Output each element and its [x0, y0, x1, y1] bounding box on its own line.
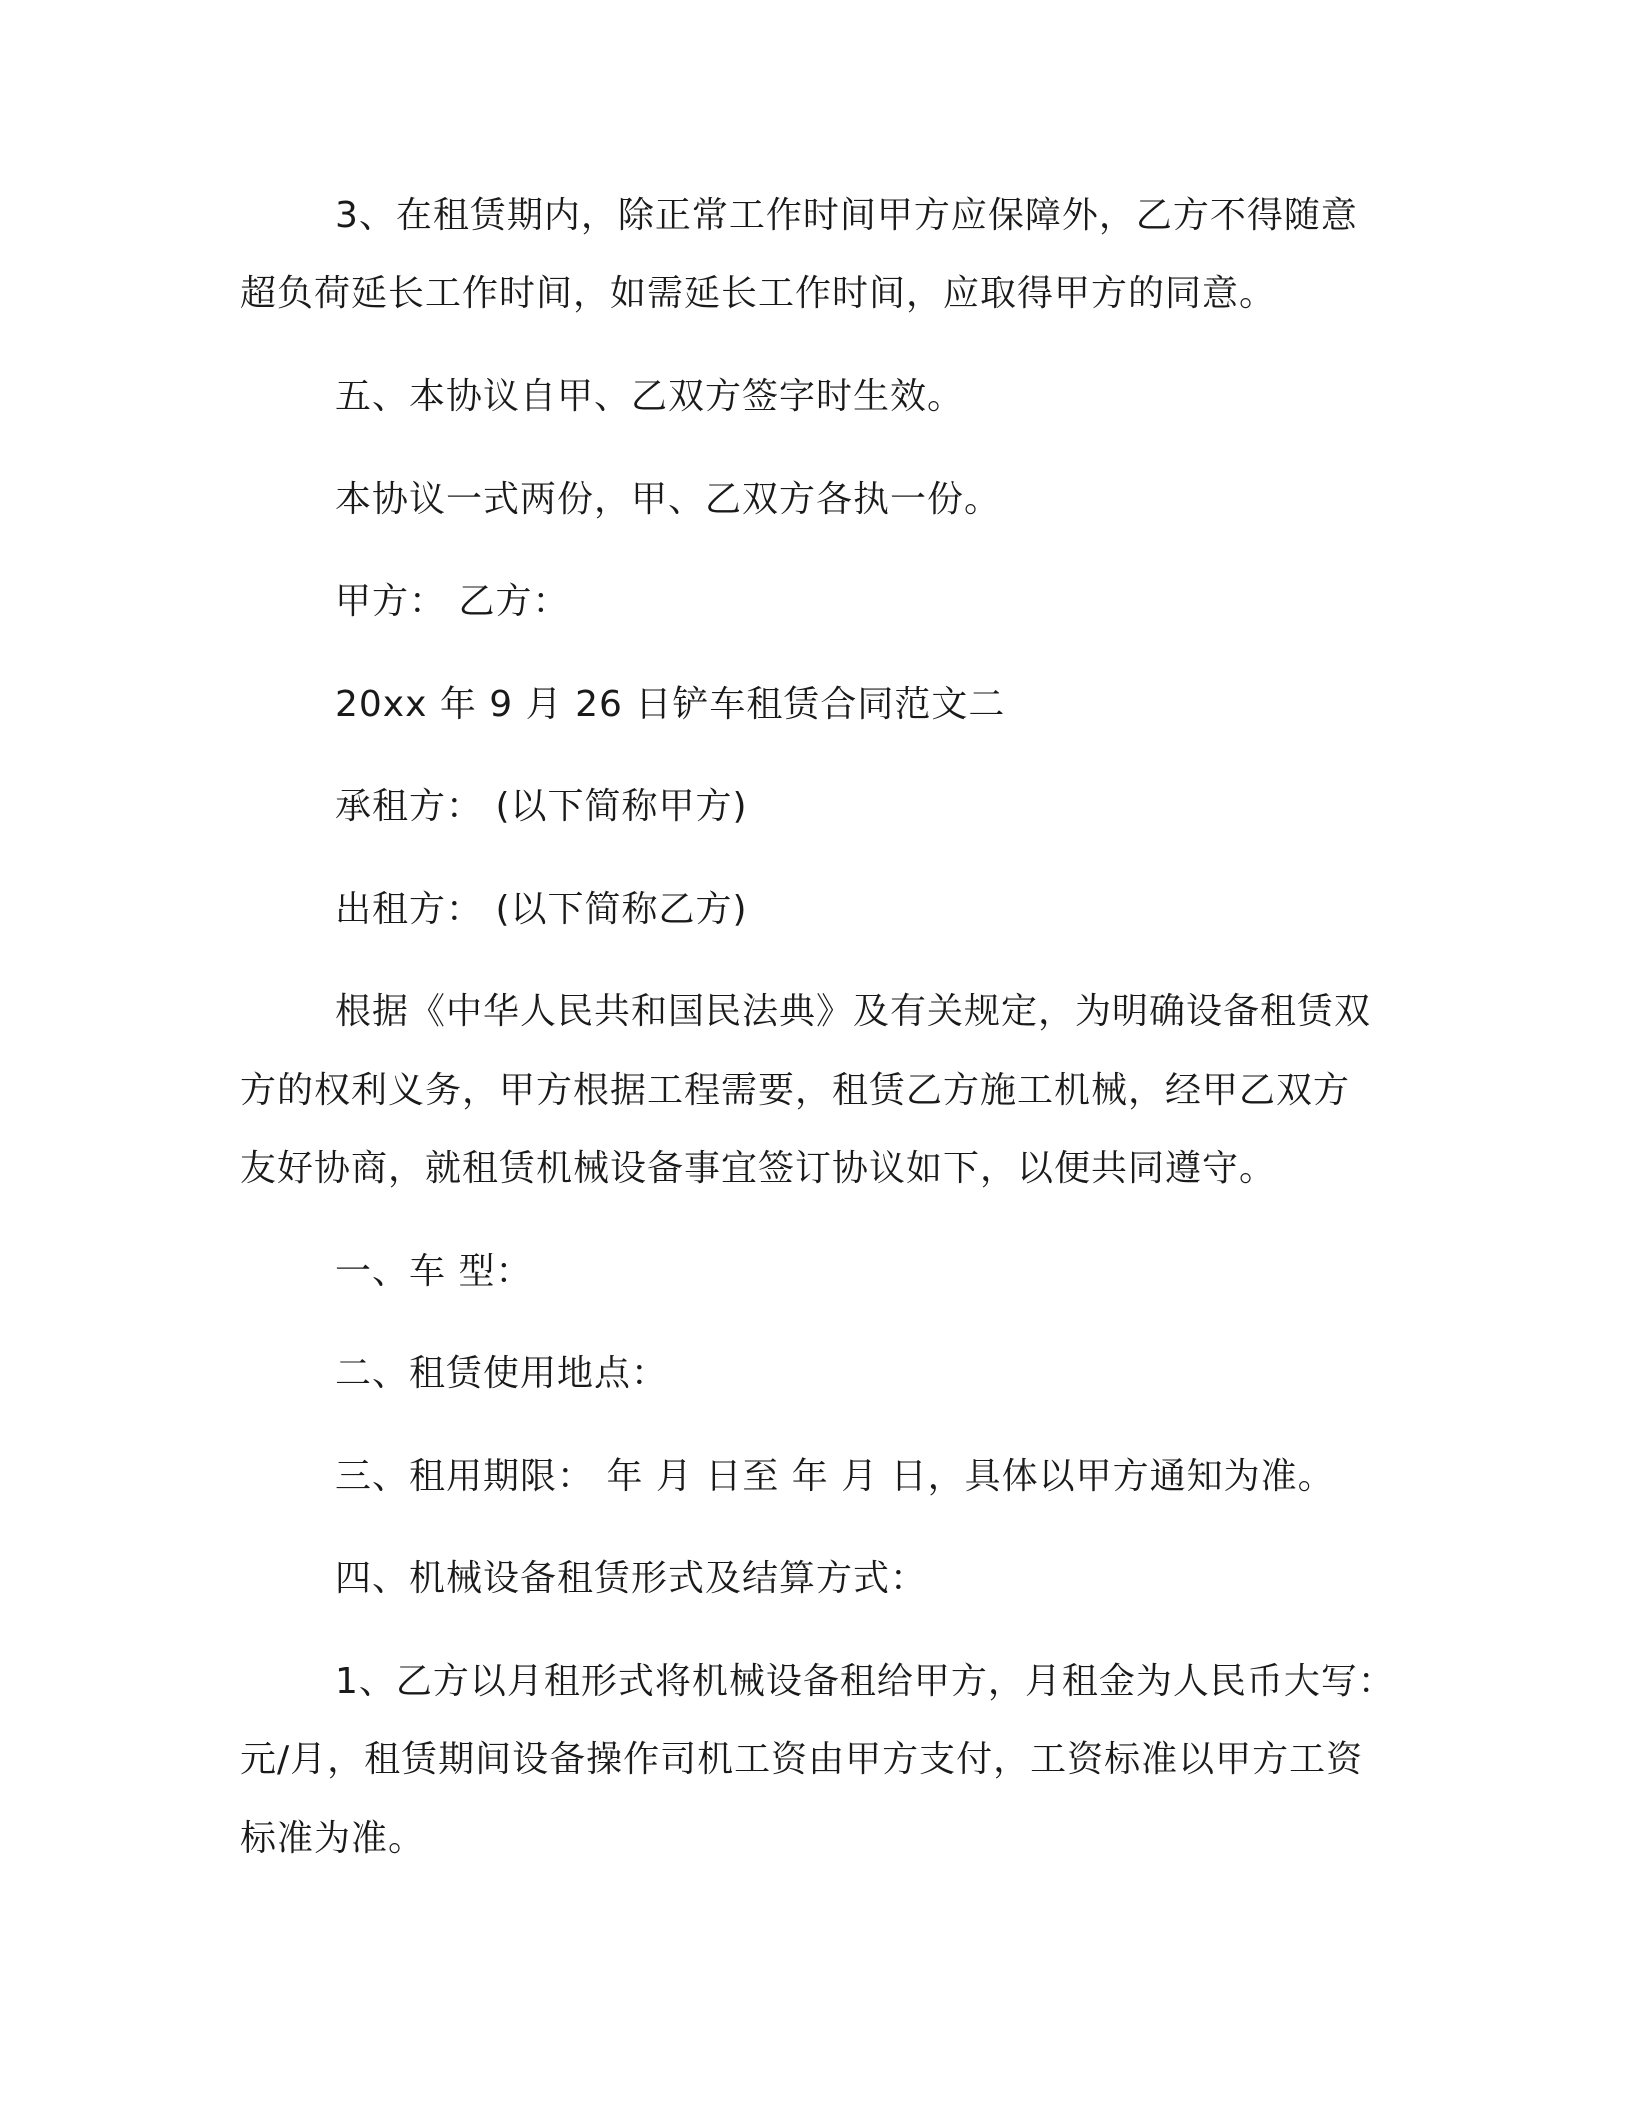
section-2-location: 二、租赁使用地点： — [335, 1353, 669, 1394]
clause-3-line-1: 3、在租赁期内，除正常工作时间甲方应保障外，乙方不得随意 — [335, 195, 1358, 236]
section-1-vehicle-type: 一、车 型： — [335, 1251, 533, 1292]
clause-3-line-2: 超负荷延长工作时间，如需延长工作时间，应取得甲方的同意。 — [240, 273, 1277, 314]
preamble-line-1: 根据《中华人民共和国民法典》及有关规定，为明确设备租赁双 — [335, 991, 1372, 1032]
section-4-item-1-line-3: 标准为准。 — [240, 1818, 426, 1859]
preamble-line-3: 友好协商，就租赁机械设备事宜签订协议如下，以便共同遵守。 — [240, 1148, 1277, 1189]
lessor-line: 出租方： (以下简称乙方) — [335, 889, 748, 930]
copies-statement: 本协议一式两份，甲、乙双方各执一份。 — [335, 479, 1002, 520]
signature-parties: 甲方： 乙方： — [335, 581, 570, 622]
lessee-line: 承租方： (以下简称甲方) — [335, 786, 748, 827]
section-4-item-1-line-2: 元/月，租赁期间设备操作司机工资由甲方支付，工资标准以甲方工资 — [240, 1739, 1364, 1780]
section-4-item-1-line-1: 1、乙方以月租形式将机械设备租给甲方，月租金为人民币大写： — [335, 1661, 1395, 1702]
section-4-heading: 四、机械设备租赁形式及结算方式： — [335, 1558, 928, 1599]
date-and-title: 20xx 年 9 月 26 日铲车租赁合同范文二 — [335, 684, 1006, 725]
preamble-line-2: 方的权利义务，甲方根据工程需要，租赁乙方施工机械，经甲乙双方 — [240, 1070, 1351, 1111]
section-3-term: 三、租用期限： 年 月 日至 年 月 日，具体以甲方通知为准。 — [335, 1456, 1335, 1497]
clause-5-effective: 五、本协议自甲、乙双方签字时生效。 — [335, 376, 965, 417]
